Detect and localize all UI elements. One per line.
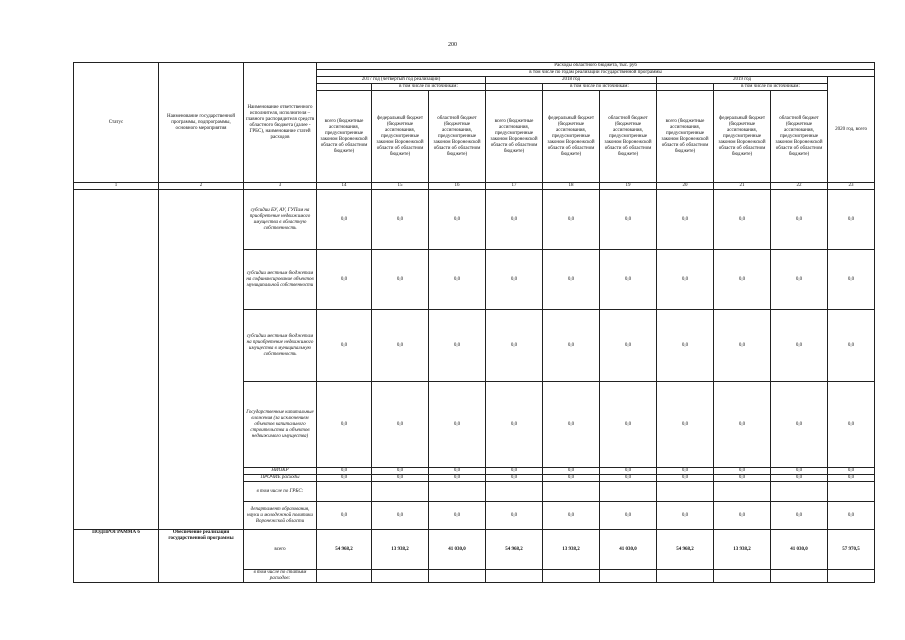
value-cell: 0,0 <box>372 190 429 250</box>
value-cell: 0,0 <box>657 310 714 382</box>
header-by-source-2019: в том числе по источникам: <box>714 84 828 91</box>
column-number-cell: 19 <box>600 183 657 190</box>
empty-cell <box>429 570 486 583</box>
header-spacer <box>317 84 372 91</box>
empty-status-cell <box>74 190 159 530</box>
subprogram-value-cell: 13 938,2 <box>372 530 429 570</box>
value-cell: 0,0 <box>486 468 543 475</box>
value-cell: 0,0 <box>828 190 875 250</box>
value-cell: 0,0 <box>429 190 486 250</box>
value-cell <box>657 482 714 502</box>
value-cell: 0,0 <box>486 190 543 250</box>
column-number-cell: 14 <box>317 183 372 190</box>
value-cell: 0,0 <box>429 475 486 482</box>
empty-cell <box>317 570 372 583</box>
value-cell: 0,0 <box>486 502 543 530</box>
value-cell: 0,0 <box>657 250 714 310</box>
value-cell: 0,0 <box>372 250 429 310</box>
value-cell: 0,0 <box>657 382 714 468</box>
header-program-name: Наименование государственной программы, подпрограммы, основного мероприятия <box>159 63 244 183</box>
value-cell: 0,0 <box>600 382 657 468</box>
value-cell: 0,0 <box>828 382 875 468</box>
row-label: ПРОЧИЕ расходы <box>244 475 317 482</box>
column-number-cell: 22 <box>771 183 828 190</box>
value-cell: 0,0 <box>543 468 600 475</box>
value-cell: 0,0 <box>714 190 771 250</box>
value-cell: 0,0 <box>429 468 486 475</box>
empty-cell <box>771 570 828 583</box>
row-label: департамент образования, науки и молодежной политики Воронежской области <box>244 502 317 530</box>
value-cell: 0,0 <box>600 468 657 475</box>
header-spacer <box>486 84 543 91</box>
value-cell: 0,0 <box>317 382 372 468</box>
subprogram-value-cell: 13 938,2 <box>714 530 771 570</box>
value-cell: 0,0 <box>657 190 714 250</box>
value-cell: 0,0 <box>771 468 828 475</box>
value-cell: 0,0 <box>317 310 372 382</box>
value-cell: 0,0 <box>657 502 714 530</box>
subprogram-value-cell: 54 968,2 <box>317 530 372 570</box>
subprogram-value-cell: 41 030,0 <box>600 530 657 570</box>
value-cell: 0,0 <box>771 382 828 468</box>
column-number-cell: 15 <box>372 183 429 190</box>
column-number-cell: 18 <box>543 183 600 190</box>
header-total-2018: всего (бюджетные ассигнования, предусмотренные законом Воронежской области об областном бюджете) <box>486 91 543 183</box>
header-federal-2018: федеральный бюджет (бюджетные ассигнования, предусмотренные законом Воронежской области об областном бюджете) <box>543 91 600 183</box>
value-cell <box>317 482 372 502</box>
value-cell: 0,0 <box>828 250 875 310</box>
value-cell: 0,0 <box>600 250 657 310</box>
value-cell: 0,0 <box>317 190 372 250</box>
empty-cell <box>657 570 714 583</box>
value-cell: 0,0 <box>317 250 372 310</box>
empty-cell <box>714 570 771 583</box>
header-budget-subtitle: в том числе по годам реализации государственной программы <box>317 70 875 77</box>
empty-cell <box>828 570 875 583</box>
value-cell: 0,0 <box>771 475 828 482</box>
header-by-source-2017: в том числе по источникам: <box>372 84 486 91</box>
header-year-2019: 2019 год <box>657 77 828 84</box>
value-cell <box>600 482 657 502</box>
row-label: субсидии местным бюджетам на софинансирование объектов муниципальной собственности <box>244 250 317 310</box>
value-cell: 0,0 <box>486 310 543 382</box>
column-number-cell: 1 <box>74 183 159 190</box>
value-cell: 0,0 <box>543 190 600 250</box>
value-cell: 0,0 <box>486 250 543 310</box>
value-cell: 0,0 <box>600 310 657 382</box>
column-number-cell: 21 <box>714 183 771 190</box>
value-cell: 0,0 <box>429 250 486 310</box>
subprogram-value-cell: 54 968,2 <box>657 530 714 570</box>
value-cell: 0,0 <box>543 310 600 382</box>
row-label: НИОКР <box>244 468 317 475</box>
value-cell: 0,0 <box>600 190 657 250</box>
value-cell <box>486 482 543 502</box>
value-cell <box>771 482 828 502</box>
value-cell: 0,0 <box>714 310 771 382</box>
value-cell: 0,0 <box>429 502 486 530</box>
value-cell: 0,0 <box>828 502 875 530</box>
header-year-2017: 2017 год (четвертый год реализации) <box>317 77 486 84</box>
value-cell <box>372 482 429 502</box>
value-cell: 0,0 <box>714 468 771 475</box>
value-cell: 0,0 <box>600 502 657 530</box>
value-cell: 0,0 <box>600 475 657 482</box>
value-cell: 0,0 <box>372 468 429 475</box>
value-cell: 0,0 <box>317 468 372 475</box>
subprogram-value-cell: 54 968,2 <box>486 530 543 570</box>
empty-cell <box>543 570 600 583</box>
subprogram-value-cell: 57 970,5 <box>828 530 875 570</box>
value-cell: 0,0 <box>771 310 828 382</box>
header-year-2020: 2020 год, всего <box>828 77 875 183</box>
row-label: субсидии местным бюджетам на приобретение недвижимого имущества в муниципальную собственность <box>244 310 317 382</box>
value-cell: 0,0 <box>771 190 828 250</box>
value-cell: 0,0 <box>771 250 828 310</box>
subprogram-value-cell: 41 030,0 <box>771 530 828 570</box>
value-cell: 0,0 <box>714 382 771 468</box>
empty-cell <box>372 570 429 583</box>
column-number-cell: 2 <box>159 183 244 190</box>
subprogram-by-articles: в том числе по статьям расходов: <box>244 570 317 583</box>
value-cell: 0,0 <box>372 382 429 468</box>
subprogram-total-label: всего <box>244 530 317 570</box>
row-label: Государственные капитальные вложения (за исключением объектов капитального строительства и объектов недвижимого имущества) <box>244 382 317 468</box>
value-cell: 0,0 <box>429 310 486 382</box>
header-federal-2019: федеральный бюджет (бюджетные ассигнования, предусмотренные законом Воронежской области об областном бюджете) <box>714 91 771 183</box>
value-cell: 0,0 <box>828 468 875 475</box>
value-cell: 0,0 <box>657 475 714 482</box>
header-regional-2017: областной бюджет (бюджетные ассигнования, предусмотренные законом Воронежской области об областном бюджете) <box>429 91 486 183</box>
value-cell: 0,0 <box>372 475 429 482</box>
value-cell: 0,0 <box>317 475 372 482</box>
header-by-source-2018: в том числе по источникам: <box>543 84 657 91</box>
value-cell: 0,0 <box>543 502 600 530</box>
column-number-row <box>74 183 875 190</box>
value-cell: 0,0 <box>657 468 714 475</box>
value-cell: 0,0 <box>771 502 828 530</box>
value-cell: 0,0 <box>714 475 771 482</box>
header-year-2018: 2018 год <box>486 77 657 84</box>
value-cell <box>828 482 875 502</box>
subprogram-status: ПОДПРОГРАММА 6 <box>74 530 159 583</box>
value-cell: 0,0 <box>714 250 771 310</box>
value-cell <box>543 482 600 502</box>
header-regional-2018: областной бюджет (бюджетные ассигнования, предусмотренные законом Воронежской области об областном бюджете) <box>600 91 657 183</box>
header-regional-2019: областной бюджет (бюджетные ассигнования, предусмотренные законом Воронежской области об областном бюджете) <box>771 91 828 183</box>
header-status: Статус <box>74 63 159 183</box>
value-cell: 0,0 <box>543 475 600 482</box>
header-total-2019: всего (бюджетные ассигнования, предусмотренные законом Воронежской области об областном бюджете) <box>657 91 714 183</box>
value-cell: 0,0 <box>714 502 771 530</box>
header-budget-title: Расходы областного бюджета, тыс. руб <box>317 63 875 70</box>
budget-table <box>73 62 875 583</box>
column-number-cell: 23 <box>828 183 875 190</box>
subprogram-value-cell: 13 938,2 <box>543 530 600 570</box>
value-cell: 0,0 <box>317 502 372 530</box>
value-cell: 0,0 <box>543 382 600 468</box>
header-spacer <box>657 84 714 91</box>
value-cell <box>429 482 486 502</box>
empty-cell <box>486 570 543 583</box>
column-number-cell: 20 <box>657 183 714 190</box>
row-label: в том числе по ГРБС: <box>244 482 317 502</box>
header-federal-2017: федеральный бюджет (бюджетные ассигнования, предусмотренные законом Воронежской области об областном бюджете) <box>372 91 429 183</box>
empty-program-cell <box>159 190 244 530</box>
column-number-cell: 16 <box>429 183 486 190</box>
value-cell: 0,0 <box>429 382 486 468</box>
column-number-cell: 17 <box>486 183 543 190</box>
subprogram-value-cell: 41 030,0 <box>429 530 486 570</box>
header-executor: Наименование ответственного исполнителя, исполнителя – главного распорядителя средств областного бюджета (далее - ГРБС), наименование статей расходов <box>244 63 317 183</box>
row-label: субсидии БУ, АУ, ГУПам на приобретение недвижимого имущества в областную собственность <box>244 190 317 250</box>
header-total-2017: всего (бюджетные ассигнования, предусмотренные законом Воронежской области об областном бюджете) <box>317 91 372 183</box>
value-cell: 0,0 <box>372 310 429 382</box>
value-cell: 0,0 <box>486 382 543 468</box>
value-cell: 0,0 <box>543 250 600 310</box>
subprogram-name: Обеспечение реализации государственной программы <box>159 530 244 583</box>
column-number-cell: 3 <box>244 183 317 190</box>
value-cell <box>714 482 771 502</box>
value-cell: 0,0 <box>828 310 875 382</box>
page-number: 200 <box>448 42 457 48</box>
table-row <box>74 190 875 250</box>
subprogram-row <box>74 530 875 570</box>
empty-cell <box>600 570 657 583</box>
value-cell: 0,0 <box>828 475 875 482</box>
value-cell: 0,0 <box>486 475 543 482</box>
value-cell: 0,0 <box>372 502 429 530</box>
